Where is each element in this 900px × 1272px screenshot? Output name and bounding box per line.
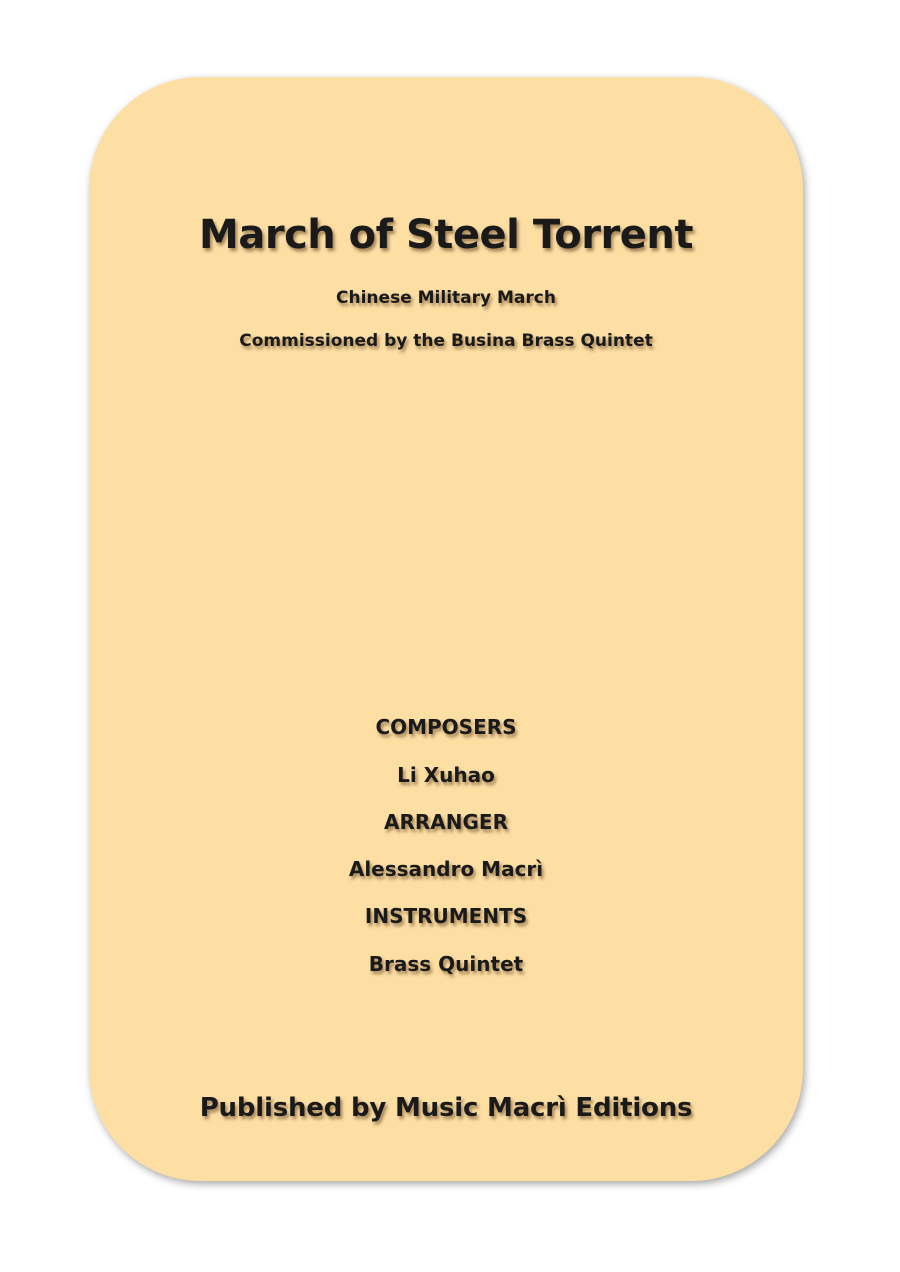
instruments-label: INSTRUMENTS (364, 904, 528, 928)
instruments-value: Brass Quintet (368, 952, 524, 976)
arranger-label: ARRANGER (384, 810, 508, 834)
arranger-value: Alessandro Macrì (348, 857, 544, 881)
cover-card (89, 77, 803, 1181)
composers-label: COMPOSERS (375, 715, 517, 739)
commission-note: Commissioned by the Busina Brass Quintet (239, 331, 653, 351)
cover-subtitle: Chinese Military March (336, 288, 556, 308)
composers-value: Li Xuhao (397, 763, 495, 787)
cover-title: March of Steel Torrent (199, 212, 693, 258)
publisher-line: Published by Music Macrì Editions (199, 1093, 693, 1123)
